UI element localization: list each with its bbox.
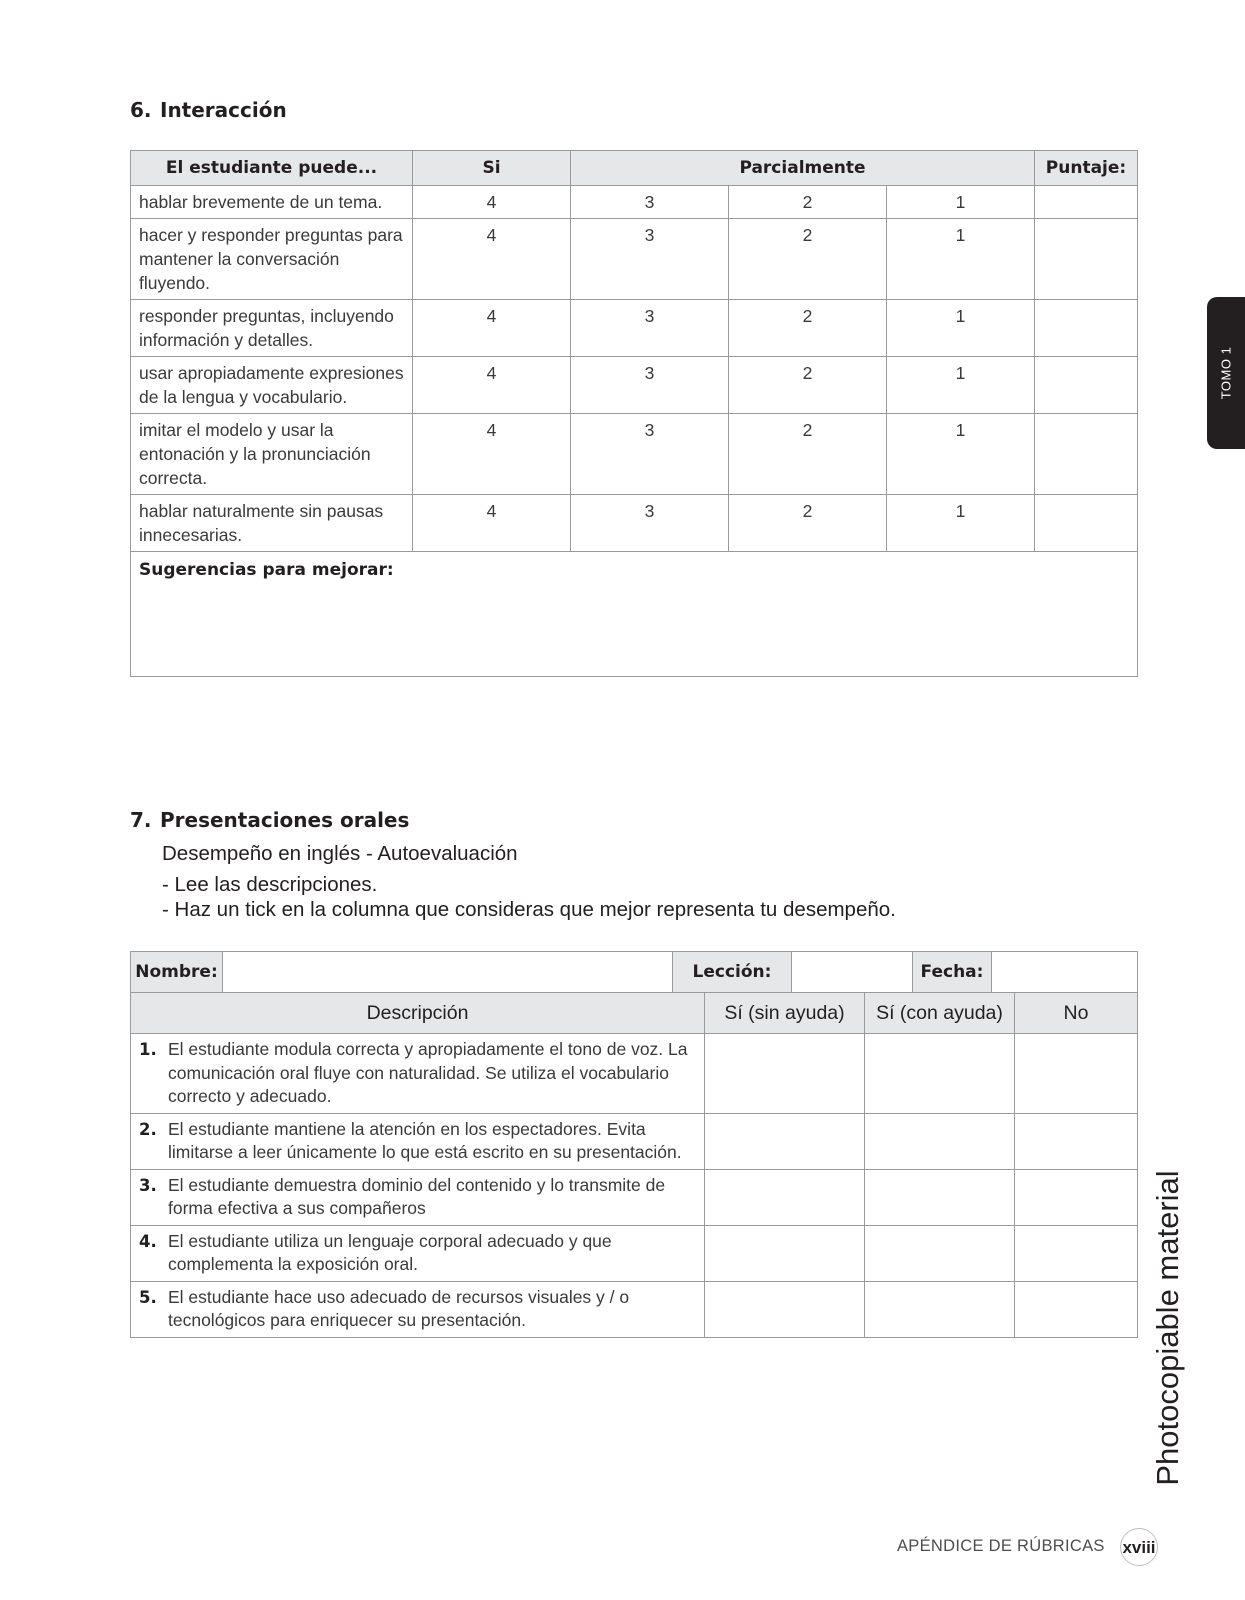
score-cell[interactable]: [1035, 414, 1138, 495]
score-4: 4: [413, 357, 571, 414]
tick-yes-alone[interactable]: [705, 1169, 865, 1225]
table-row: [131, 1281, 1138, 1337]
section-7-subtitle: Desempeño en inglés - Autoevaluación: [162, 842, 518, 865]
suggestions-box[interactable]: [131, 552, 1138, 677]
header-score: Puntaje:: [1035, 151, 1138, 186]
name-field[interactable]: [223, 952, 673, 993]
item-number: 5.: [139, 1287, 157, 1307]
score-3: 3: [571, 357, 729, 414]
table-row: [131, 1034, 1138, 1114]
header-description: Descripción: [131, 993, 705, 1034]
table-row: [131, 414, 1138, 495]
description-cell: [131, 1034, 705, 1114]
student-info-row: [131, 952, 1138, 993]
section-7-title: Presentaciones orales: [160, 808, 410, 832]
tick-yes-alone[interactable]: [705, 1113, 865, 1169]
score-2: 2: [729, 186, 887, 219]
description-cell: [131, 1225, 705, 1281]
score-3: 3: [571, 186, 729, 219]
score-2: 2: [729, 495, 887, 552]
criterion-text: responder preguntas, incluyendo información y detalles.: [131, 300, 413, 357]
header-no: No: [1015, 993, 1138, 1034]
description-cell: [131, 1113, 705, 1169]
volume-tab: [1207, 297, 1245, 449]
table-row: [131, 219, 1138, 300]
name-label: Nombre:: [131, 952, 223, 993]
table-row: [131, 1113, 1138, 1169]
student-info-table: [130, 951, 1138, 993]
tick-yes-help[interactable]: [865, 1113, 1015, 1169]
item-number: 3.: [139, 1175, 157, 1195]
description-cell: [131, 1281, 705, 1337]
score-1: 1: [887, 186, 1035, 219]
tick-no[interactable]: [1015, 1225, 1138, 1281]
tick-yes-help[interactable]: [865, 1034, 1015, 1114]
table-header-row: [131, 993, 1138, 1034]
tick-yes-alone[interactable]: [705, 1225, 865, 1281]
score-4: 4: [413, 300, 571, 357]
tick-yes-alone[interactable]: [705, 1281, 865, 1337]
page-number: xviii: [1120, 1528, 1158, 1566]
criterion-text: usar apropiadamente expresiones de la lengua y vocabulario.: [131, 357, 413, 414]
lesson-label: Lección:: [673, 952, 792, 993]
lesson-field[interactable]: [792, 952, 913, 993]
score-2: 2: [729, 414, 887, 495]
suggestions-label: Sugerencias para mejorar:: [139, 560, 394, 580]
header-yes-alone: Sí (sin ayuda): [705, 993, 865, 1034]
item-text: El estudiante mantiene la atención en los espectadores. Evita limitarse a leer únicamente lo que está escrito en su presentación.: [168, 1118, 682, 1162]
tick-no[interactable]: [1015, 1281, 1138, 1337]
tick-no[interactable]: [1015, 1169, 1138, 1225]
section-7-number: 7.: [130, 808, 152, 832]
instruction-2: - Haz un tick en la columna que consideras que mejor representa tu desempeño.: [162, 898, 896, 921]
item-text: El estudiante demuestra dominio del contenido y lo transmite de forma efectiva a sus compañeros: [168, 1174, 666, 1218]
table-row: [131, 495, 1138, 552]
suggestions-row: [131, 552, 1138, 677]
volume-tab-label: TOMO 1: [1218, 346, 1234, 400]
table-row: [131, 300, 1138, 357]
table-row: [131, 1169, 1138, 1225]
criterion-text: hacer y responder preguntas para mantener la conversación fluyendo.: [131, 219, 413, 300]
section-6-number: 6.: [130, 98, 152, 122]
side-label: [1150, 1160, 1186, 1496]
self-assessment-table: [130, 992, 1138, 1338]
score-2: 2: [729, 357, 887, 414]
footer-text: APÉNDICE DE RÚBRICAS: [897, 1537, 1105, 1555]
tick-yes-help[interactable]: [865, 1225, 1015, 1281]
section-7-heading: [130, 808, 409, 832]
item-number: 2.: [139, 1119, 157, 1139]
score-1: 1: [887, 300, 1035, 357]
header-partial: Parcialmente: [571, 151, 1035, 186]
score-4: 4: [413, 219, 571, 300]
score-cell[interactable]: [1035, 219, 1138, 300]
score-cell[interactable]: [1035, 357, 1138, 414]
table-row: [131, 357, 1138, 414]
header-student: El estudiante puede...: [131, 151, 413, 186]
item-text: El estudiante utiliza un lenguaje corporal adecuado y que complementa la exposición oral.: [168, 1230, 612, 1274]
side-label-text: Photocopiable material: [1150, 1170, 1185, 1486]
score-4: 4: [413, 186, 571, 219]
score-3: 3: [571, 300, 729, 357]
item-text: El estudiante hace uso adecuado de recursos visuales y / o tecnológicos para enriquecer su presentación.: [168, 1286, 630, 1330]
score-3: 3: [571, 414, 729, 495]
description-cell: [131, 1169, 705, 1225]
tick-yes-alone[interactable]: [705, 1034, 865, 1114]
tick-no[interactable]: [1015, 1034, 1138, 1114]
interaction-rubric-table: [130, 150, 1138, 677]
score-1: 1: [887, 495, 1035, 552]
score-3: 3: [571, 495, 729, 552]
table-row: [131, 186, 1138, 219]
criterion-text: hablar naturalmente sin pausas innecesarias.: [131, 495, 413, 552]
section-6-title: Interacción: [160, 98, 287, 122]
tick-yes-help[interactable]: [865, 1281, 1015, 1337]
criterion-text: hablar brevemente de un tema.: [131, 186, 413, 219]
item-text: El estudiante modula correcta y apropiadamente el tono de voz. La comunicación oral fluye con naturalidad. Se utiliza el vocabulario correcto y adecuado.: [168, 1039, 688, 1106]
section-6-heading: [130, 98, 287, 122]
score-1: 1: [887, 357, 1035, 414]
header-yes-help: Sí (con ayuda): [865, 993, 1015, 1034]
item-number: 1.: [139, 1040, 157, 1059]
table-row: [131, 1225, 1138, 1281]
score-cell[interactable]: [1035, 495, 1138, 552]
score-4: 4: [413, 414, 571, 495]
date-field[interactable]: [992, 952, 1138, 993]
item-number: 4.: [139, 1231, 157, 1251]
header-si: Si: [413, 151, 571, 186]
score-3: 3: [571, 219, 729, 300]
criterion-text: imitar el modelo y usar la entonación y la pronunciación correcta.: [131, 414, 413, 495]
score-2: 2: [729, 300, 887, 357]
score-cell[interactable]: [1035, 300, 1138, 357]
score-cell[interactable]: [1035, 186, 1138, 219]
tick-yes-help[interactable]: [865, 1169, 1015, 1225]
table-header-row: [131, 151, 1138, 186]
score-4: 4: [413, 495, 571, 552]
score-1: 1: [887, 414, 1035, 495]
tick-no[interactable]: [1015, 1113, 1138, 1169]
score-1: 1: [887, 219, 1035, 300]
instruction-1: - Lee las descripciones.: [162, 873, 378, 896]
score-2: 2: [729, 219, 887, 300]
date-label: Fecha:: [913, 952, 992, 993]
